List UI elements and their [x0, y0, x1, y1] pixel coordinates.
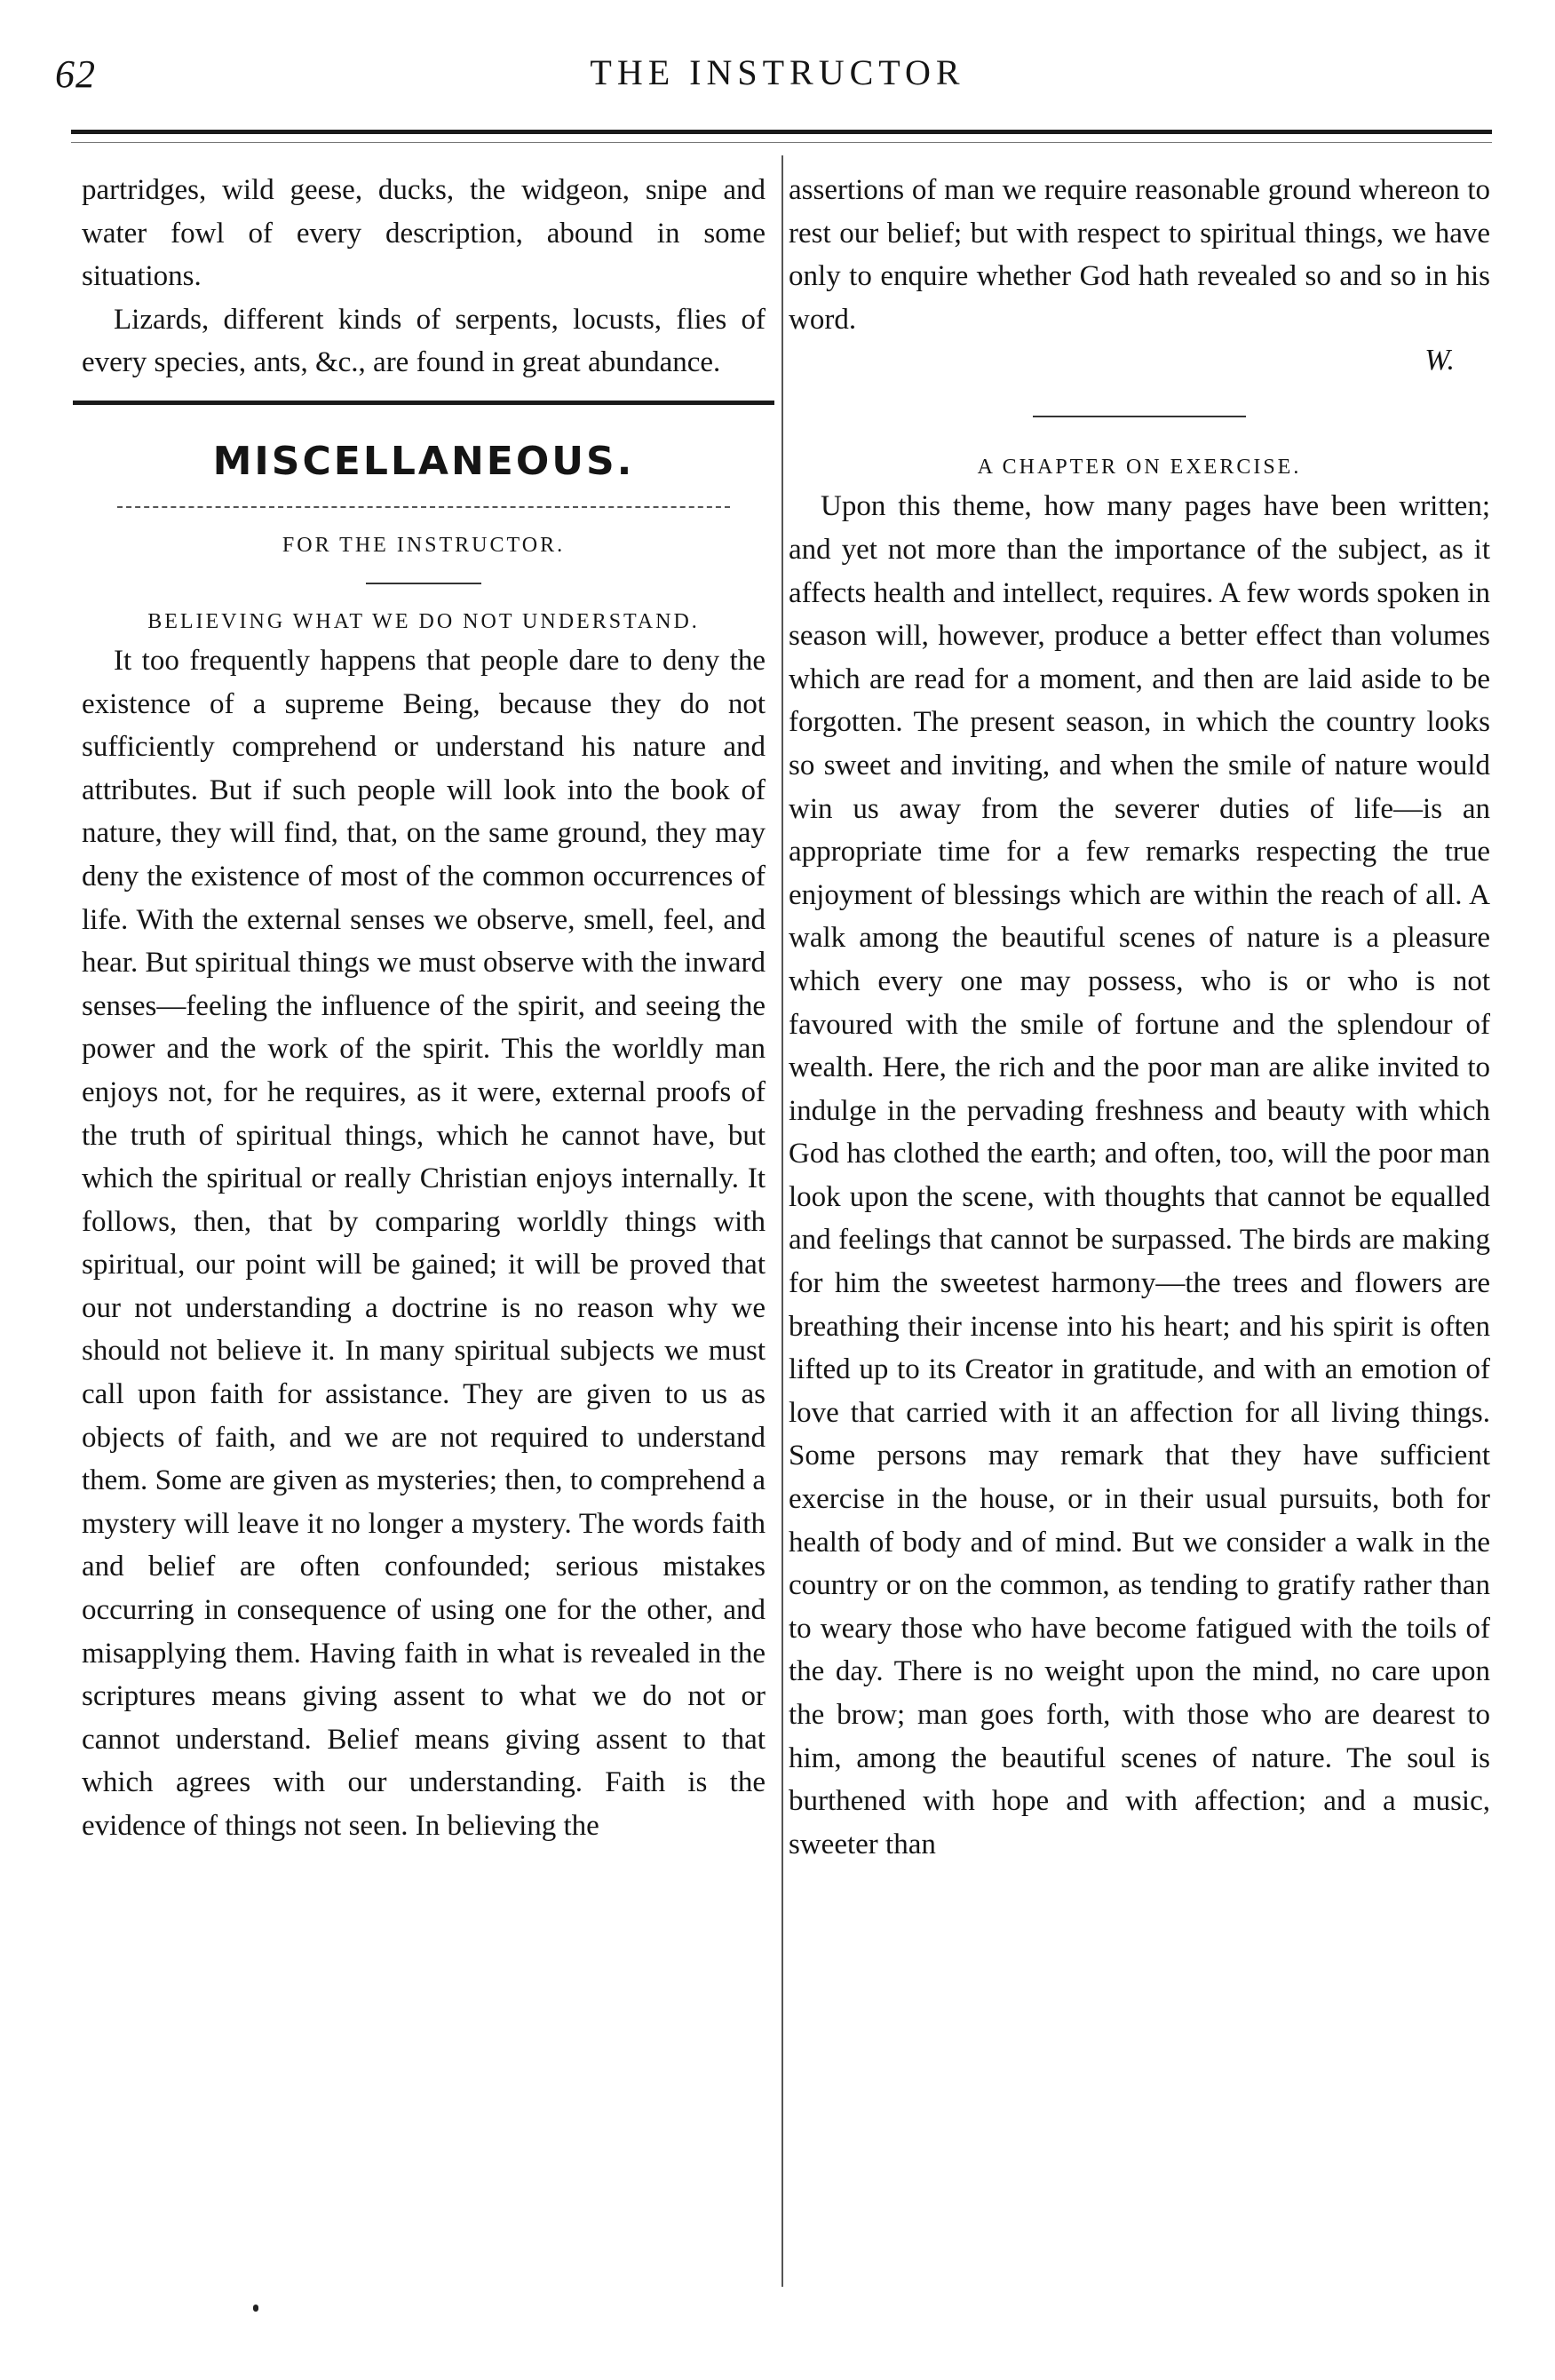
page-number: 62 [55, 52, 96, 96]
article-title: BELIEVING WHAT WE DO NOT UNDERSTAND. [147, 609, 700, 633]
author-signature: W. [1424, 344, 1455, 377]
byline: FOR THE INSTRUCTOR. [282, 533, 566, 557]
left-column [82, 169, 766, 1848]
section-dash-rule [117, 506, 730, 508]
ink-speck [253, 2305, 258, 2312]
paragraph-lizards: Lizards, different kinds of serpents, locusts, flies of every species, ants, &c., are found in great abundance. [82, 303, 766, 379]
section-title: MISCELLANEOUS. [212, 438, 635, 484]
running-title: THE INSTRUCTOR [590, 52, 965, 92]
article-continuation: assertions of man we require reasonable ground whereon to rest our belief; but with respect to spiritual things, we have only to enquire whether God hath revealed so and so in his word. [789, 174, 1490, 336]
column-divider [781, 155, 783, 2287]
chapter-title: A CHAPTER ON EXERCISE. [977, 456, 1302, 480]
header-rule [71, 130, 1492, 134]
byline-rule [366, 583, 481, 584]
article-separator [1033, 416, 1246, 417]
chapter-body: Upon this theme, how many pages have been written; and yet not more than the importance of the subject, as it affects health and intellect, requires. A few words spoken in season will, however, produce a better effect than volumes which are read for a moment, and then are laid aside to be forgotten. The present season, in which the country looks so sweet and inviting, and when the smile of nature would win us away from the severer duties of life—is an appropriate time for a few remarks respecting the true enjoyment of blessings which are within the reach of all. A walk among the beautiful scenes of nature is a pleasure which every one may possess, who is or who is not favoured with the smile of fortune and the splendour of wealth. Here, the rich and the poor man are alike invited to indulge in the pervading freshness and beauty with which God has clothed the earth; and often, too, will the poor man look upon the scene, with thoughts that cannot be equalled and feelings that cannot be surpassed. The birds are making for him the sweetest harmony—the trees and flowers are breathing their incense into his heart; and his spirit is often lifted up to its Creator in gratitude, and with an emotion of love that carried with it an affection for all living things. Some persons may remark that they have sufficient exercise in the house, or in their usual pursuits, both for health of body and of mind. But we consider a walk in the country or on the common, as tending to gratify rather than to weary those who have become fatigued with the toils of the day. There is no weight upon the mind, no care upon the brow; man goes forth, with those who are dearest to him, among the beautiful scenes of nature. The soul is burthened with hope and with affection; and a music, sweeter than [789, 490, 1490, 1860]
right-column [789, 169, 1490, 1866]
section-rule [73, 401, 774, 405]
article-body: It too frequently happens that people dare to deny the existence of a supreme Being, because they do not sufficiently comprehend or understand his nature and attributes. But if such people will look into the book of nature, they will find, that, on the same ground, they may deny the existence of most of the common occurrences of life. With the external senses we observe, smell, feel, and hear. But spiritual things we must observe with the inward senses—feeling the influence of the spirit, and seeing the power and the work of the spirit. This the worldly man enjoys not, for he requires, as it were, external proofs of the truth of spiritual things, which he cannot have, but which the spiritual or really Christian enjoys internally. It follows, then, that by comparing worldly things with spiritual, our point will be gained; it will be proved that our not understanding a doctrine is no reason why we should not believe it. In many spiritual subjects we must call upon faith for assistance. They are given to us as objects of faith, and we are not required to understand them. Some are given as mysteries; then, to comprehend a mystery will leave it no longer a mystery. The words faith and belief are often confounded; serious mistakes occurring in consequence of using one for the other, and misapplying them. Having faith in what is revealed in the scriptures means giving assent to what we do not or cannot understand. Belief means giving assent to that which agrees with our understanding. Faith is the evidence of things not seen. In believing the [82, 644, 766, 1842]
header-rule-fine [71, 142, 1492, 143]
paragraph-game-birds: partridges, wild geese, ducks, the widgeon, snipe and water fowl of every description, abound in some situations. [82, 174, 766, 293]
